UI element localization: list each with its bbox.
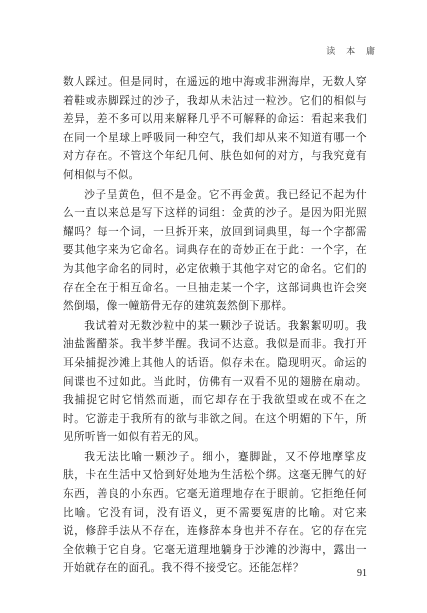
paragraph-2: 沙子呈黄色，但不是金。它不再金黄。我已经记不起为什么一直以来总是写下这样的词组：金黄的沙子。是因为阳光照耀吗？每一个词，一旦拆开来，放回到词典里，每一个字都需要其他字来为它命名。词典存在的奇妙正在于此：一个字，在为其他字命名的同时，必定依赖于其他字对它的命名。它们的存在全在于相互命名。一旦抽走某一个字，这部词典也许会突然倒塌，像一幢筋骨无存的建筑轰然倒下那样。 bbox=[63, 188, 367, 313]
page-number: 91 bbox=[357, 568, 367, 579]
running-head: 读 本 庸 bbox=[326, 47, 379, 57]
body-text bbox=[63, 73, 367, 579]
paragraph-3: 我试着对无数沙粒中的某一颗沙子说话。我絮絮叨叨。我油盐酱醋茶。我半梦半醒。我词不达意。我似是而非。我打开耳朵捕捉沙滩上其他人的话语。似存未在。隐现明灭。命运的间谍也不过如此。当此时，仿佛有一双看不见的翅膀在扇动。我捕捉它时它悄然而逝，而它却存在于我欲望或在或不在之时。它游走于我所有的欲与非欲之间。在这个明媚的下午，所见所听皆一如似有若无的风。 bbox=[63, 319, 367, 444]
paragraph-1: 数人踩过。但是同时，在遥远的地中海或非洲海岸，无数人穿着鞋或赤脚踩过的沙子，我却从未沾过一粒沙。它们的相似与差异，差不多可以用来解释几乎不可解释的命运：看起来我们在同一个星球上呼吸同一种空气，我们却从来不知道有哪一个对方存在。不管这个年纪几何、肤色如何的对方，与我究竟有何相似与不似。 bbox=[63, 76, 367, 181]
paragraph-4: 我无法比喻一颗沙子。细小，蹇脚趾，又不停地摩挲皮肤，卡在生活中又恰到好处地为生活松个绑。这毫无脾气的好东西，善良的小东西。它毫无道理地存在于眼前。它拒绝任何比喻。它没有词，没有语义，更不需要冤唐的比喻。对它来说，修辞手法从不存在，连修辞本身也并不存在。它的存在完全依赖于它自身。它毫无道理地躺身于沙滩的沙海中，露出一开始就存在的面孔。我不得不接受它。还能怎样？ bbox=[63, 450, 367, 575]
